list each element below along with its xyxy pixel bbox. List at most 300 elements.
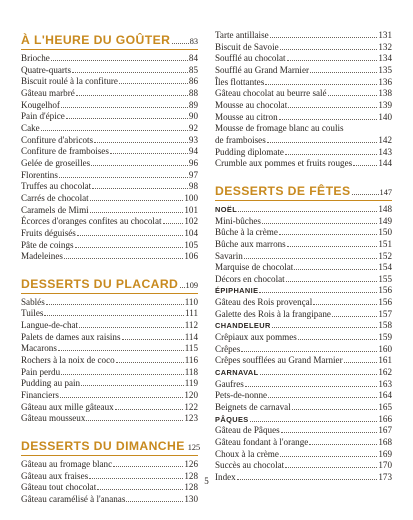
- toc-entry[interactable]: [21, 100, 198, 112]
- entry-page: 165: [378, 402, 392, 413]
- entry-page: 88: [188, 87, 198, 98]
- toc-entry[interactable]: [215, 379, 392, 391]
- entry-title: Gâteau marbré: [21, 87, 75, 98]
- leader-dots: [270, 37, 378, 38]
- section-page: 83: [189, 37, 198, 46]
- toc-entry[interactable]: [215, 251, 392, 263]
- entry-title: Pudding au pain: [21, 378, 81, 389]
- entry-page: 90: [188, 111, 198, 122]
- leader-dots: [86, 420, 183, 421]
- leader-dots: [116, 362, 184, 363]
- toc-entry[interactable]: [21, 413, 198, 425]
- entry-title: Soufflé au Grand Marnier: [215, 64, 310, 75]
- entry-page: 158: [378, 320, 392, 331]
- entry-page: 162: [378, 367, 392, 378]
- entry-page: 111: [185, 308, 198, 319]
- entry-title: Carrés de chocolat: [21, 192, 89, 203]
- entry-page: 138: [378, 88, 392, 99]
- entry-page: 139: [378, 99, 392, 110]
- leader-dots: [294, 269, 377, 270]
- leader-dots: [285, 467, 377, 468]
- section-gouter: [21, 33, 198, 263]
- leader-dots: [90, 200, 184, 201]
- section-page: 125: [187, 443, 201, 453]
- leader-dots: [309, 444, 377, 445]
- entry-title: Madeleines: [21, 251, 63, 262]
- section-header: [21, 33, 198, 50]
- leader-dots: [288, 107, 377, 108]
- entry-list: [215, 367, 392, 414]
- entry-page: 168: [378, 437, 392, 447]
- leader-dots: [328, 95, 378, 96]
- section-header: [21, 439, 201, 456]
- entry-page: 159: [378, 332, 392, 343]
- toc-entry[interactable]: [215, 320, 392, 332]
- toc-entry[interactable]: [21, 343, 198, 355]
- entry-title: Pets-de-nonne: [215, 390, 268, 401]
- entry-title-line2: de framboises: [215, 134, 266, 145]
- leader-dots: [313, 304, 377, 305]
- toc-entry[interactable]: [21, 123, 198, 135]
- toc-entry[interactable]: [21, 402, 198, 414]
- leader-dots: [272, 327, 378, 328]
- leader-dots: [79, 327, 184, 328]
- leader-dots: [244, 258, 378, 259]
- toc-entry[interactable]: [21, 88, 198, 100]
- toc-entry[interactable]: [21, 367, 198, 379]
- leader-dots: [352, 194, 378, 195]
- entry-title: Gâteau aux fraises: [21, 470, 89, 481]
- leader-dots: [122, 339, 184, 340]
- toc-entry[interactable]: [215, 100, 392, 112]
- entry-title: Gâteau tout chocolat: [21, 482, 97, 493]
- section-title: DESSERTS DU PLACARD: [21, 276, 179, 291]
- entry-title: Mini-bûches: [215, 215, 261, 226]
- entry-page: 132: [378, 41, 392, 52]
- section-header: [21, 277, 198, 294]
- leader-dots: [286, 281, 378, 282]
- entry-title: Bûche à la crème: [215, 227, 278, 238]
- leader-dots: [44, 315, 184, 316]
- toc-entry[interactable]: [21, 459, 198, 471]
- leader-dots: [238, 211, 377, 212]
- leader-dots: [92, 188, 188, 189]
- leader-dots: [58, 350, 184, 351]
- entry-title: Biscuit de Savoie: [215, 41, 279, 52]
- entry-list: [215, 414, 392, 472]
- left-column: [21, 33, 201, 520]
- toc-entry[interactable]: [21, 205, 198, 217]
- entry-title: Beignets de carnaval: [215, 402, 291, 413]
- entry-page: 116: [184, 355, 198, 366]
- section-title: DESSERTS DE FÊTES: [215, 183, 351, 198]
- toc-entry[interactable]: [215, 158, 392, 170]
- leader-dots: [72, 72, 188, 73]
- toc-entry[interactable]: [215, 274, 392, 286]
- entry-title: Soufflé au chocolat: [215, 53, 286, 64]
- entry-page: 128: [184, 482, 198, 493]
- leader-dots: [310, 72, 377, 73]
- toc-entry[interactable]: [215, 239, 392, 251]
- toc-entry[interactable]: [21, 53, 198, 65]
- toc-entry[interactable]: [21, 355, 198, 367]
- entry-line2: [215, 135, 392, 147]
- entry-page: 105: [184, 239, 198, 250]
- section-dimanche-continued: [215, 30, 392, 170]
- entry-page: 167: [378, 425, 392, 436]
- entry-page: 131: [378, 30, 392, 40]
- right-column: [215, 30, 392, 498]
- entry-page: 163: [378, 378, 392, 389]
- entry-page: 106: [184, 251, 198, 262]
- entry-title-line1: Mousse de fromage blanc au coulis: [215, 123, 344, 134]
- toc-entry[interactable]: [21, 135, 198, 147]
- entry-title: Sablés: [21, 296, 45, 307]
- entry-title: Mousse au chocolat: [215, 99, 288, 110]
- entry-title: Caramels de Mimi: [21, 204, 89, 215]
- leader-dots: [94, 142, 188, 143]
- entry-title: Fruits déguisés: [21, 227, 76, 238]
- leader-dots: [344, 362, 378, 363]
- section-dimanche: [21, 439, 201, 506]
- leader-dots: [262, 223, 377, 224]
- entry-title: Gâteau chocolat au beurre salé: [215, 88, 327, 99]
- entry-list: [21, 53, 198, 263]
- section-title: DESSERTS DU DIMANCHE: [21, 439, 185, 454]
- leader-dots: [126, 501, 183, 502]
- entry-title: Crêpes: [215, 343, 241, 354]
- entry-page: 142: [378, 134, 392, 145]
- toc-entry[interactable]: [21, 216, 198, 228]
- entry-title: Crêpes soufflées au Grand Marnier: [215, 355, 343, 366]
- entry-title: Gâteau mousseux: [21, 413, 86, 424]
- entry-page: 169: [378, 448, 392, 459]
- entry-page: 97: [188, 169, 198, 180]
- toc-entry[interactable]: [215, 367, 392, 379]
- leader-dots: [260, 374, 378, 375]
- entry-title: Îles flottantes: [215, 76, 265, 87]
- toc-entry[interactable]: [21, 65, 198, 77]
- entry-page: 156: [378, 285, 392, 296]
- toc-entry[interactable]: [21, 390, 198, 402]
- entry-list: [215, 204, 392, 286]
- entry-page: 115: [184, 343, 198, 354]
- entry-page: 164: [378, 390, 392, 401]
- entry-title: Brioche: [21, 53, 50, 63]
- entry-page: 136: [378, 76, 392, 87]
- leader-dots: [61, 107, 188, 108]
- leader-dots: [97, 489, 183, 490]
- leader-dots: [66, 118, 188, 119]
- entry-page: 156: [378, 297, 392, 308]
- toc-entry[interactable]: [215, 449, 392, 461]
- toc-entry[interactable]: [21, 320, 198, 332]
- entry-title: Pain perdu: [21, 366, 61, 377]
- leader-dots: [119, 83, 188, 84]
- leader-dots: [115, 409, 184, 410]
- entry-title: Mousse au citron: [215, 111, 278, 122]
- entry-page: 148: [378, 203, 392, 214]
- entry-page: 160: [378, 343, 392, 354]
- entry-page: 93: [188, 134, 198, 145]
- leader-dots: [245, 386, 378, 387]
- entry-title: Gâteau des Rois provençal: [215, 297, 313, 308]
- entry-title: Confiture d'abricots: [21, 134, 94, 145]
- entry-title: Écorces d'oranges confites au chocolat: [21, 216, 162, 227]
- toc-entry[interactable]: [21, 158, 198, 170]
- toc-entry[interactable]: [215, 77, 392, 89]
- toc-entry[interactable]: [215, 344, 392, 356]
- leader-dots: [287, 60, 378, 61]
- leader-dots: [180, 287, 184, 288]
- entry-page: 112: [184, 320, 198, 331]
- toc-entry[interactable]: [215, 355, 392, 367]
- entry-title: Rochers à la noix de coco: [21, 355, 115, 366]
- entry-title: Bûche aux marrons: [215, 238, 286, 249]
- leader-dots: [113, 466, 183, 467]
- entry-list: [21, 297, 198, 425]
- leader-dots: [280, 49, 378, 50]
- leader-dots: [60, 397, 183, 398]
- section-header: [215, 184, 392, 201]
- entry-page: 120: [184, 390, 198, 401]
- entry-page: 140: [378, 111, 392, 122]
- toc-entry[interactable]: [215, 425, 392, 437]
- toc-entry[interactable]: [21, 111, 198, 123]
- entry-page: 170: [378, 460, 392, 471]
- entry-page: 118: [184, 366, 198, 377]
- entry-title: Pain d'épice: [21, 111, 65, 122]
- entry-list: [215, 30, 392, 123]
- page-number: 5: [204, 476, 209, 486]
- entry-title: Galette des Rois à la frangipane: [215, 308, 331, 319]
- leader-dots: [268, 397, 377, 398]
- entry-page: 102: [184, 216, 198, 227]
- toc-entry[interactable]: [21, 332, 198, 344]
- toc-entry[interactable]: [215, 402, 392, 414]
- toc-entry[interactable]: [215, 390, 392, 402]
- leader-dots: [353, 165, 377, 166]
- subsection-label: NOËL: [215, 204, 238, 214]
- entry-title: Crêpiaux aux pommes: [215, 332, 297, 343]
- toc-entry[interactable]: [215, 285, 392, 297]
- leader-dots: [163, 223, 184, 224]
- section-fetes: [215, 184, 392, 484]
- leader-dots: [81, 385, 184, 386]
- leader-dots: [76, 95, 188, 96]
- toc-entry[interactable]: [215, 332, 392, 344]
- entry-page: 86: [188, 76, 198, 87]
- entry-page: 85: [188, 64, 198, 75]
- toc-entry[interactable]: [215, 30, 392, 42]
- leader-dots: [285, 154, 377, 155]
- entry-title: Gâteau aux mille gâteaux: [21, 401, 114, 412]
- leader-dots: [281, 432, 378, 433]
- toc-entry-multiline[interactable]: [215, 123, 392, 146]
- toc-entry[interactable]: [215, 88, 392, 100]
- entry-list: [215, 320, 392, 367]
- entry-title: Choux à la crème: [215, 448, 279, 459]
- entry-page: 150: [378, 227, 392, 238]
- toc-entry[interactable]: [21, 240, 198, 252]
- entry-title: Florentins: [21, 169, 58, 180]
- leader-dots: [292, 409, 378, 410]
- toc-entry[interactable]: [215, 227, 392, 239]
- entry-title: Kougelhof: [21, 99, 60, 110]
- toc-entry[interactable]: [215, 42, 392, 54]
- entry-title: Tarte antillaise: [215, 30, 269, 40]
- entry-title: Financiers: [21, 390, 59, 401]
- leader-dots: [267, 142, 378, 143]
- leader-dots: [241, 351, 377, 352]
- toc-entry[interactable]: [21, 297, 198, 309]
- toc-entry[interactable]: [215, 147, 392, 159]
- entry-page: 152: [378, 250, 392, 261]
- toc-entry[interactable]: [21, 170, 198, 182]
- toc-entry[interactable]: [215, 53, 392, 65]
- toc-entry[interactable]: [21, 308, 198, 320]
- entry-page: 130: [184, 494, 198, 504]
- entry-title: Macarons: [21, 343, 57, 354]
- leader-dots: [280, 456, 377, 457]
- leader-dots: [250, 421, 378, 422]
- entry-page: 154: [378, 262, 392, 273]
- entry-title: Crumble aux pommes et fruits rouges: [215, 158, 353, 169]
- leader-dots: [61, 374, 184, 375]
- toc-entry[interactable]: [215, 112, 392, 124]
- toc-entry[interactable]: [215, 65, 392, 77]
- entry-page: 92: [188, 122, 198, 133]
- entry-title: Gaufres: [215, 378, 244, 389]
- toc-entry[interactable]: [215, 297, 392, 309]
- toc-entry[interactable]: [21, 378, 198, 390]
- leader-dots: [332, 316, 377, 317]
- toc-entry[interactable]: [215, 216, 392, 228]
- entry-title: Biscuit roulé à la confiture: [21, 76, 118, 87]
- toc-entry[interactable]: [21, 76, 198, 88]
- toc-entry[interactable]: [215, 414, 392, 426]
- entry-page: 119: [184, 378, 198, 389]
- toc-entry[interactable]: [21, 181, 198, 193]
- leader-dots: [51, 60, 188, 61]
- subsection-label: PÂQUES: [215, 414, 249, 424]
- leader-dots: [172, 43, 188, 44]
- section-title: À L'HEURE DU GOÛTER: [21, 33, 171, 47]
- leader-dots: [265, 84, 377, 85]
- entry-page: 101: [184, 204, 198, 215]
- leader-dots: [279, 119, 378, 120]
- entry-title: Pudding diplomate: [215, 146, 284, 157]
- entry-page: 151: [378, 238, 392, 249]
- toc-entry[interactable]: [21, 228, 198, 240]
- entry-page: 94: [188, 146, 198, 157]
- entry-page: 144: [378, 158, 392, 169]
- entry-title: Gâteau de Pâques: [215, 425, 280, 436]
- entry-page: 128: [184, 470, 198, 481]
- entry-page: 173: [378, 471, 392, 482]
- leader-dots: [41, 130, 188, 131]
- leader-dots: [279, 234, 377, 235]
- toc-entry[interactable]: [215, 460, 392, 472]
- entry-page: 122: [184, 401, 198, 412]
- entry-page: 126: [184, 459, 198, 470]
- entry-page: 161: [378, 355, 392, 366]
- entry-title: Gelée de groseilles: [21, 157, 91, 168]
- entry-title: Gâteau au fromage blanc: [21, 459, 113, 470]
- entry-title: Tuiles: [21, 308, 44, 319]
- leader-dots: [110, 153, 188, 154]
- entry-title: Truffes au chocolat: [21, 181, 92, 192]
- leader-dots: [298, 339, 378, 340]
- leader-dots: [46, 304, 184, 305]
- entry-page: 100: [184, 192, 198, 203]
- leader-dots: [77, 235, 184, 236]
- entry-title: Succès au chocolat: [215, 460, 285, 471]
- entry-title: Pâte de coings: [21, 239, 74, 250]
- section-page: 109: [185, 280, 198, 290]
- entry-title: Langue-de-chat: [21, 320, 79, 331]
- subsection-label: CARNAVAL: [215, 368, 259, 378]
- leader-dots: [64, 258, 183, 259]
- entry-page: 143: [378, 146, 392, 157]
- subsection-label: CHANDELEUR: [215, 321, 271, 331]
- subsection-label: ÉPIPHANIE: [215, 286, 259, 296]
- entry-title: Décors en chocolat: [215, 273, 285, 284]
- entry-page: 110: [184, 296, 198, 307]
- toc-entry[interactable]: [215, 204, 392, 216]
- entry-page: 166: [378, 413, 392, 424]
- entry-title: Cake: [21, 122, 40, 133]
- entry-title: Gâteau fondant à l'orange: [215, 437, 309, 447]
- leader-dots: [259, 292, 377, 293]
- entry-page: 135: [378, 64, 392, 75]
- entry-page: 149: [378, 215, 392, 226]
- entry-title: Gâteau caramélisé à l'ananas: [21, 494, 126, 504]
- entry-page: 98: [188, 181, 198, 192]
- toc-entry[interactable]: [215, 437, 392, 449]
- entry-title: Savarin: [215, 250, 243, 261]
- entry-page: 96: [188, 157, 198, 168]
- section-page: 147: [379, 187, 392, 197]
- entry-page: 123: [184, 413, 198, 424]
- toc-entry[interactable]: [215, 309, 392, 321]
- entry-list: [215, 285, 392, 320]
- entry-page: 157: [378, 308, 392, 319]
- entry-title: Index: [215, 471, 236, 482]
- entry-title: Confiture de framboises: [21, 146, 109, 157]
- entry-page: 155: [378, 273, 392, 284]
- toc-entry[interactable]: [21, 251, 198, 263]
- leader-dots: [59, 177, 188, 178]
- toc-entry[interactable]: [21, 146, 198, 158]
- entry-list: [215, 147, 392, 170]
- entry-page: 89: [188, 99, 198, 110]
- entry-title: Marquise de chocolat: [215, 262, 294, 273]
- entry-page: 134: [378, 53, 392, 64]
- leader-dots: [287, 246, 378, 247]
- leader-dots: [90, 212, 184, 213]
- toc-entry[interactable]: [215, 262, 392, 274]
- entry-page: 114: [184, 331, 198, 342]
- section-placard: [21, 277, 198, 425]
- entry-page: 84: [188, 53, 198, 63]
- leader-dots: [91, 165, 188, 166]
- entry-page: 104: [184, 227, 198, 238]
- entry-title: Palets de dames aux raisins: [21, 331, 121, 342]
- leader-dots: [75, 247, 184, 248]
- entry-title: Quatre-quarts: [21, 64, 71, 75]
- toc-entry[interactable]: [21, 193, 198, 205]
